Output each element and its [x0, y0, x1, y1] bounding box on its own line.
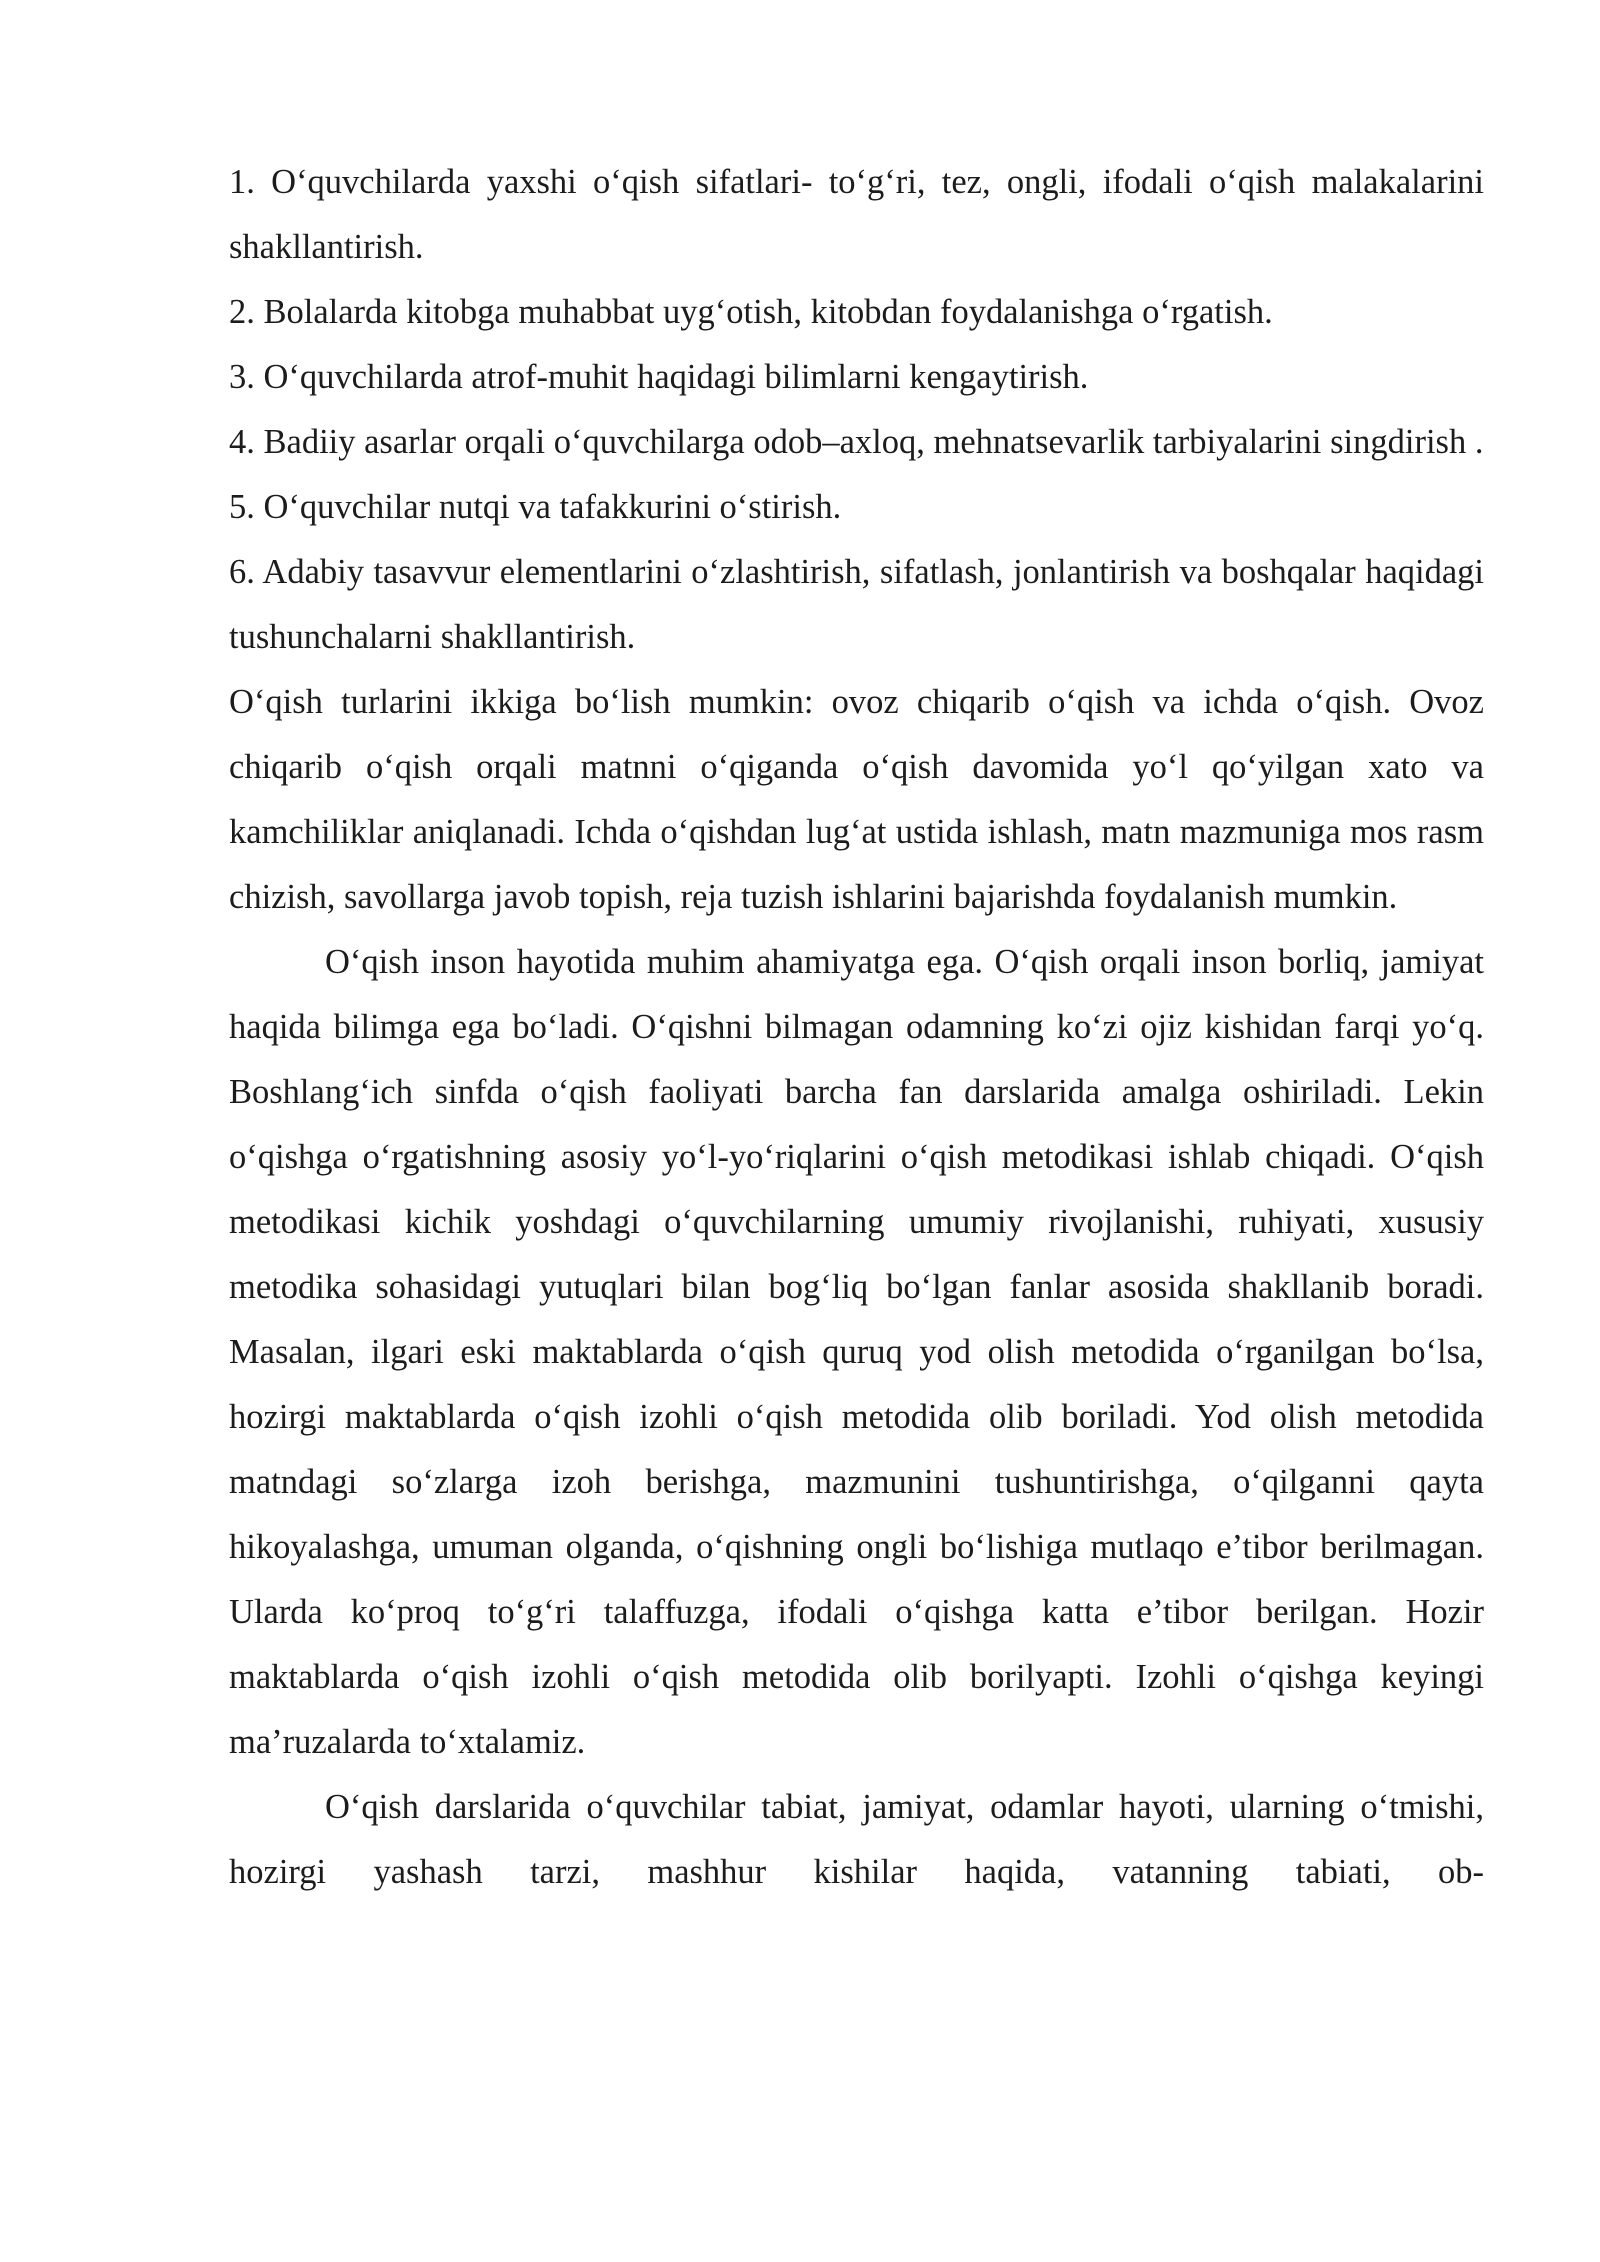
list-item: 4. Badiiy asarlar orqali o‘quvchilarga odob–axloq, mehnatsevarlik tarbiyalarini singdirish . [229, 423, 1484, 461]
list-item: 1. O‘quvchilarda yaxshi o‘qish sifatlari- to‘g‘ri, tez, ongli, ifodali o‘qish malakalarini shakllantirish. [229, 163, 1484, 266]
paragraph-lessons: O‘qish darslarida o‘quvchilar tabiat, jamiyat, odamlar hayoti, ularning o‘tmishi, hozirgi yashash tarzi, mashhur kishilar haqida, vatanning tabiati, ob- [229, 1788, 1484, 1891]
list-item: 2. Bolalarda kitobga muhabbat uyg‘otish, kitobdan foydalanishga o‘rgatish. [229, 293, 1273, 331]
paragraph-importance: O‘qish inson hayotida muhim ahamiyatga ega. O‘qish orqali inson borliq, jamiyat haqida bilimga ega bo‘ladi. O‘qishni bilmagan odamning ko‘zi ojiz kishidan farqi yo‘q. Boshlang‘ich sinfda o‘qish faoliyati barcha fan darslarida amalga oshiriladi. Lekin o‘qishga o‘rgatishning asosiy yo‘l-yo‘riqlarini o‘qish metodikasi ishlab chiqadi. O‘qish metodikasi kichik yoshdagi o‘quvchilarning umumiy rivojlanishi, ruhiyati, xususiy metodika sohasidagi yutuqlari bilan bog‘liq bo‘lgan fanlar asosida shakllanib boradi. Masalan, ilgari eski maktablarda o‘qish quruq yod olish metodida o‘rganilgan bo‘lsa, hozirgi maktablarda o‘qish izohli o‘qish metodida olib boriladi. Yod olish metodida matndagi so‘zlarga izoh berishga, mazmunini tushuntirishga, o‘qilganni qayta hikoyalashga, umuman olganda, o‘qishning ongli bo‘lishiga mutlaqo e’tibor berilmagan. Ularda ko‘proq to‘g‘ri talaffuzga, ifodali o‘qishga katta e’tibor berilgan. Hozir maktablarda o‘qish izohli o‘qish metodida olib borilyapti. Izohli o‘qishga keyingi ma’ruzalarda to‘xtalamiz. [229, 943, 1484, 1761]
list-item: 3. O‘quvchilarda atrof-muhit haqidagi bilimlarni kengaytirish. [229, 358, 1089, 396]
document-body [229, 150, 1484, 1905]
list-item: 6. Adabiy tasavvur elementlarini o‘zlashtirish, sifatlash, jonlantirish va boshqalar haqidagi tushunchalarni shakllantirish. [229, 553, 1484, 656]
paragraph-reading-types: O‘qish turlarini ikkiga bo‘lish mumkin: ovoz chiqarib o‘qish va ichda o‘qish. Ovoz chiqarib o‘qish orqali matnni o‘qiganda o‘qish davomida yo‘l qo‘yilgan xato va kamchiliklar aniqlanadi. Ichda o‘qishdan lug‘at ustida ishlash, matn mazmuniga mos rasm chizish, savollarga javob topish, reja tuzish ishlarini bajarishda foydalanish mumkin. [229, 683, 1484, 916]
list-item: 5. O‘quvchilar nutqi va tafakkurini o‘stirish. [229, 488, 842, 526]
